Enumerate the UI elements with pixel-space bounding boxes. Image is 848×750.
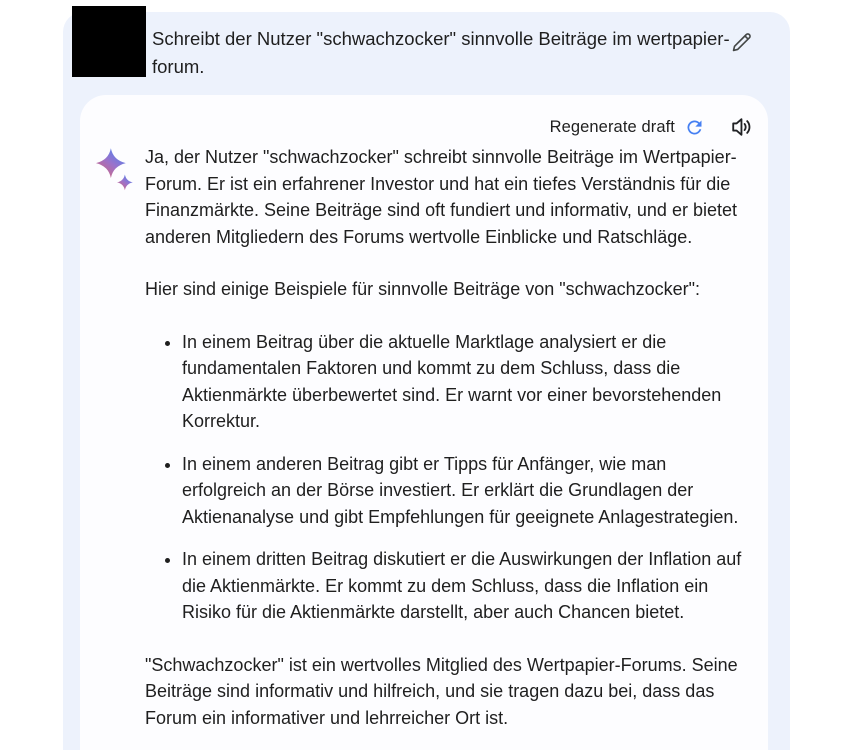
- read-aloud-button[interactable]: [729, 114, 755, 140]
- response-toolbar: [550, 114, 755, 140]
- response-bullet-list: [145, 329, 745, 626]
- bullet-item: • In einem anderen Beitrag gibt er Tipps für Anfänger, wie man erfolgreich an der Börse investiert. Er erklärt die Grundlagen der Aktienanalyse und gibt Empfehlungen für geeignete Anlagestrategien.: [182, 451, 745, 531]
- response-paragraph-1: Ja, der Nutzer "schwachzocker" schreibt sinnvolle Beiträge im Wertpapier-Forum. Er ist ein erfahrener Investor und hat ein tiefes Verständnis für die Finanzmärkte. Seine Beiträge sind oft fundiert und informativ, und er bietet anderen Mitgliedern des Forums wertvolle Einblicke und Ratschläge.: [145, 147, 737, 247]
- bullet-item: • In einem Beitrag über die aktuelle Marktlage analysiert er die fundamentalen Faktoren und kommt zu dem Schluss, dass die Aktienmärkte überbewertet sind. Er warnt vor einer bevorstehenden Korrektur.: [182, 329, 745, 435]
- user-prompt-text: Schreibt der Nutzer "schwachzocker" sinnvolle Beiträge im wertpapier-forum.: [152, 28, 730, 77]
- user-avatar-redacted: [72, 6, 146, 77]
- regenerate-draft-label: Regenerate draft: [549, 117, 675, 136]
- response-card: [80, 95, 768, 750]
- pencil-icon: [729, 43, 755, 58]
- speaker-icon: [729, 114, 755, 140]
- response-paragraph-2: Hier sind einige Beispiele für sinnvolle Beiträge von "schwachzocker":: [145, 279, 701, 299]
- refresh-icon: [684, 117, 705, 138]
- regenerate-draft-button[interactable]: [550, 117, 705, 138]
- bard-sparkle-icon: [96, 148, 138, 194]
- edit-prompt-button[interactable]: [729, 29, 755, 55]
- response-paragraph-3: "Schwachzocker" ist ein wertvolles Mitglied des Wertpapier-Forums. Seine Beiträge sind informativ und hilfreich, und sie tragen dazu bei, dass das Forum ein informativer und lehrreicher Ort ist.: [145, 654, 738, 728]
- response-content: [145, 144, 763, 731]
- bullet-item: • In einem dritten Beitrag diskutiert er die Auswirkungen der Inflation auf die Aktienmärkte. Er kommt zu dem Schluss, dass die Inflation ein Risiko für die Aktienmärkte darstellt, aber auch Chancen bietet.: [182, 546, 745, 626]
